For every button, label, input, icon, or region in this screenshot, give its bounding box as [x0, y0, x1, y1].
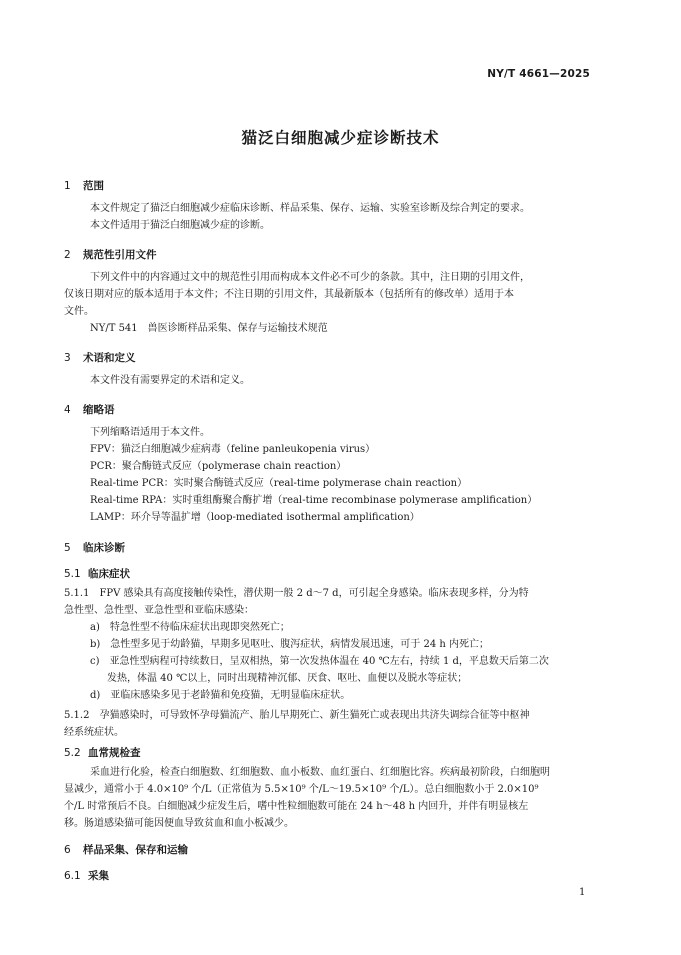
section-2-heading	[64, 247, 157, 262]
subsection-title: 临床症状	[88, 568, 130, 580]
section-title: 缩略语	[83, 404, 115, 416]
paragraph: 下列缩略语适用于本文件。	[90, 427, 210, 438]
abbreviation-item: PCR：聚合酶链式反应（polymerase chain reaction）	[90, 461, 347, 472]
subsection-5-2-heading	[64, 745, 141, 760]
list-item-c-line: 发热，体温 40 ℃以上，同时出现精神沉郁、厌食、呕吐、血便以及脱水等症状；	[107, 673, 468, 684]
paragraph-line: 个/L 时常预后不良。白细胞减少症发生后，嗜中性粒细胞数可能在 24 h～48 h 内回升，并伴有明显核左	[64, 801, 529, 812]
section-3-heading	[64, 350, 136, 365]
section-title: 规范性引用文件	[83, 249, 157, 261]
subsection-title: 采集	[88, 870, 109, 882]
clause-5-1-2-line: 经系统症状。	[64, 727, 124, 738]
section-5-heading	[64, 540, 125, 555]
abbreviation-item: LAMP：环介导等温扩增（loop-mediated isothermal amplification）	[90, 512, 420, 523]
section-title: 术语和定义	[83, 352, 136, 364]
paragraph-line: 采血进行化验，检查白细胞数、红细胞数、血小板数、血红蛋白、红细胞比容。疾病最初阶段，白细胞明	[90, 767, 550, 778]
section-title: 范围	[83, 180, 104, 192]
subsection-number: 5.1	[64, 568, 81, 580]
clause-5-1-1-line: 5.1.1 FPV 感染具有高度接触传染性，潜伏期一般 2 d～7 d，可引起全身感染。临床表现多样，分为特	[64, 588, 529, 599]
section-1-heading	[64, 178, 104, 193]
abbreviation-item: Real-time RPA：实时重组酶聚合酶扩增（real-time recombinase polymerase amplification）	[90, 495, 538, 506]
section-title: 样品采集、保存和运输	[83, 844, 188, 856]
document-title: 猫泛白细胞减少症诊断技术	[241, 129, 440, 147]
standard-code: NY/T 4661—2025	[487, 68, 590, 80]
paragraph: 本文件适用于猫泛白细胞减少症的诊断。	[90, 220, 270, 231]
section-number: 5	[64, 542, 71, 554]
clause-5-1-1-line: 急性型、急性型、亚急性型和亚临床感染：	[64, 605, 254, 616]
list-item-c-line: c) 亚急性型病程可持续数日，呈双相热，第一次发热体温在 40 ℃左右，持续 1 d，平息数天后第二次	[90, 656, 549, 667]
section-title: 临床诊断	[83, 542, 125, 554]
subsection-6-1-heading	[64, 868, 109, 883]
section-number: 3	[64, 352, 71, 364]
abbreviation-item: Real-time PCR：实时聚合酶链式反应（real-time polymerase chain reaction）	[90, 478, 468, 489]
abbreviation-item: FPV：猫泛白细胞减少症病毒（feline panleukopenia virus）	[90, 444, 376, 455]
paragraph-line: 文件。	[64, 306, 94, 317]
paragraph-line: 移。肠道感染猫可能因便血导致贫血和血小板减少。	[64, 818, 294, 829]
subsection-title: 血常规检查	[88, 747, 141, 759]
list-item-b: b) 急性型多见于幼龄猫，早期多见呕吐、腹泻症状，病情发展迅速，可于 24 h 内死亡；	[90, 639, 490, 650]
paragraph: 本文件没有需要界定的术语和定义。	[90, 375, 250, 386]
page-number: 1	[579, 887, 586, 898]
list-item-d: d) 亚临床感染多见于老龄猫和免疫猫，无明显临床症状。	[90, 690, 351, 701]
section-number: 4	[64, 404, 71, 416]
subsection-number: 5.2	[64, 747, 81, 759]
subsection-number: 6.1	[64, 870, 81, 882]
section-4-heading	[64, 402, 115, 417]
list-item-a: a) 特急性型不待临床症状出现即突然死亡；	[90, 622, 290, 633]
paragraph-line: 仅该日期对应的版本适用于本文件；不注日期的引用文件，其最新版本（包括所有的修改单）适用于本	[64, 289, 514, 300]
section-number: 6	[64, 844, 71, 856]
paragraph-line: 下列文件中的内容通过文中的规范性引用而构成本文件必不可少的条款。其中，注日期的引用文件，	[90, 272, 530, 283]
paragraph: 本文件规定了猫泛白细胞减少症临床诊断、样品采集、保存、运输、实验室诊断及综合判定的要求。	[90, 203, 530, 214]
section-6-heading	[64, 842, 188, 857]
section-number: 2	[64, 249, 71, 261]
normative-reference: NY/T 541 兽医诊断样品采集、保存与运输技术规范	[90, 323, 328, 334]
subsection-5-1-heading	[64, 566, 130, 581]
paragraph-line: 显减少，通常小于 4.0×10⁹ 个/L（正常值为 5.5×10⁹ 个/L～19.5×10⁹ 个/L）。总白细胞数小于 2.0×10⁹	[64, 784, 539, 795]
section-number: 1	[64, 180, 71, 192]
clause-5-1-2-line: 5.1.2 孕猫感染时，可导致怀孕母猫流产、胎儿早期死亡、新生猫死亡或表现出共济失调综合征等中枢神	[64, 710, 530, 721]
